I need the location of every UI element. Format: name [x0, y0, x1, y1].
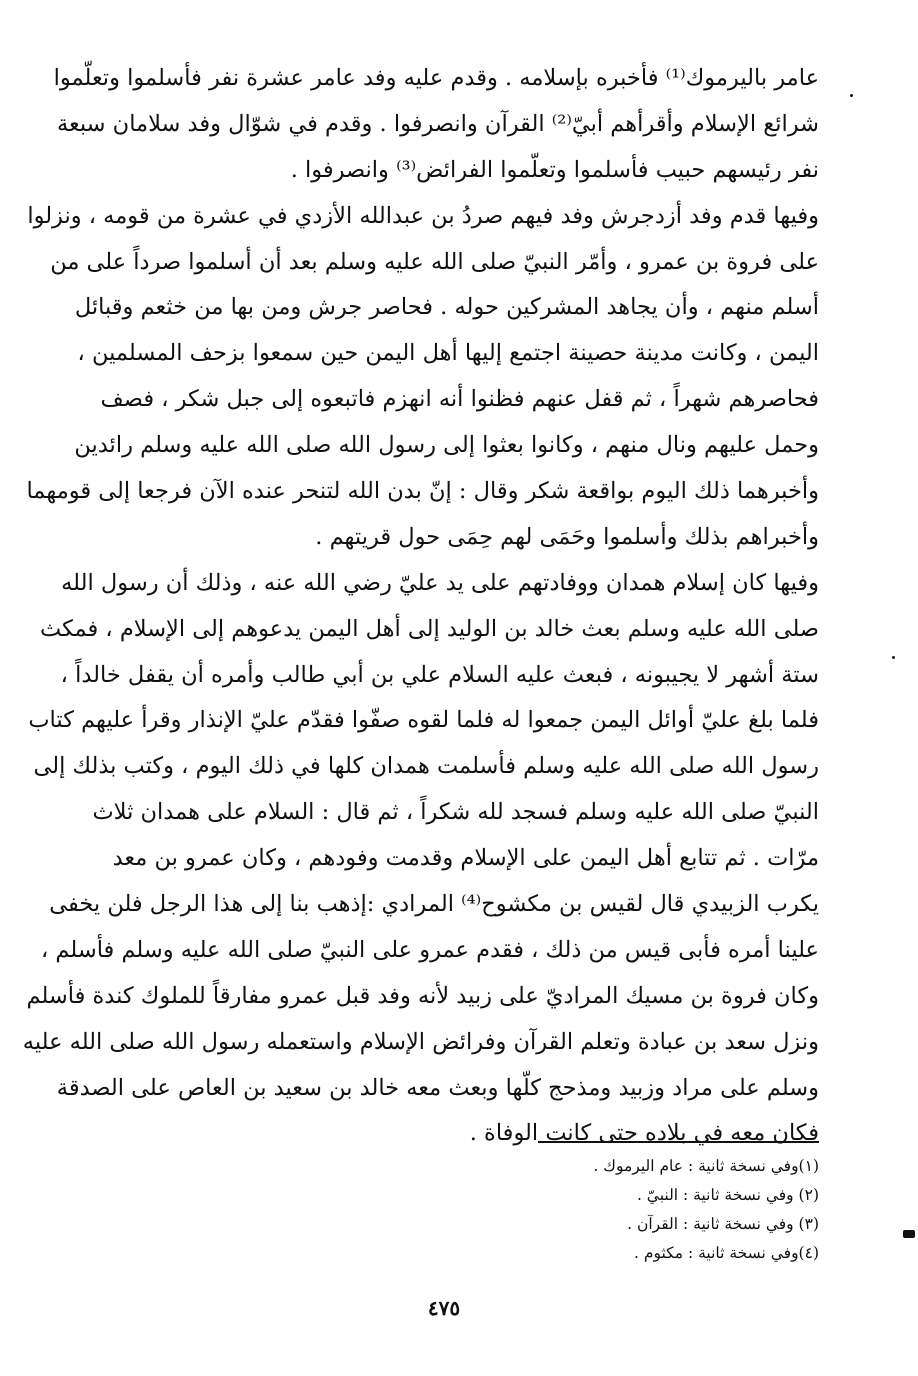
- text-line: ونزل سعد بن عبادة وتعلم القرآن وفرائض الإسلام واستعمله رسول الله صلى الله عليه: [22, 1028, 819, 1055]
- text-line: وأخبراهم بذلك وأسلموا وحَمَى لهم حِمَى حول قريتهم .: [315, 523, 819, 550]
- text-line: أسلم منهم ، وأن يجاهد المشركين حوله . فحاصر جرش ومن بها من خثعم وقبائل: [74, 294, 819, 321]
- text-line: وأخبرهما ذلك اليوم بواقعة شكر وقال : إنّ بدن الله لتنحر عنده الآن فرجعا إلى قومهما: [26, 478, 819, 505]
- text-line: وسلم على مراد وزبيد ومذحج كلّها وبعث معه خالد بن سعيد بن العاص على الصدقة: [56, 1074, 819, 1101]
- footnote-divider: [538, 1141, 819, 1143]
- text-line: وكان فروة بن مسيك المراديّ على زبيد لأنه وفد قبل عمرو مفارقاً للملوك كندة فأسلم: [26, 982, 819, 1009]
- text-line: وحمل عليهم ونال منهم ، وكانوا بعثوا إلى رسول الله صلى الله عليه وسلم رائدين: [74, 432, 819, 459]
- text-line: وفيها كان إسلام همدان ووفادتهم على يد عليّ رضي الله عنه ، وذلك أن رسول الله: [61, 569, 819, 596]
- ink-speck: [892, 656, 895, 659]
- ink-speck: [903, 1230, 915, 1238]
- footnote: (٢) وفي نسخة ثانية : النبيّ .: [636, 1186, 819, 1204]
- text-line: فلما بلغ عليّ أوائل اليمن جمعوا له فلما لقوه صفّوا فقدّم عليّ الإنذار وقرأ عليهم كتاب: [28, 707, 819, 734]
- text-line: رسول الله صلى الله عليه وسلم فأسلمت همدان كلها في ذلك اليوم ، وكتب بذلك إلى: [33, 753, 819, 780]
- text-line: فحاصرهم شهراً ، ثم قفل عنهم فظنوا أنه انهزم فاتبعوه إلى جبل شكر ، فصف: [100, 386, 819, 413]
- page-number: ٤٧٥: [427, 1296, 461, 1320]
- text-line: شرائع الإسلام وأقرأهم أبيّ⁽²⁾ القرآن وانصرفوا . وقدم في شوّال وفد سلامان سبعة: [56, 110, 819, 137]
- main-text-block: [22, 56, 819, 1157]
- text-line: صلى الله عليه وسلم بعث خالد بن الوليد إلى أهل اليمن يدعوهم إلى الإسلام ، فمكث: [40, 615, 819, 642]
- footnote: (٣) وفي نسخة ثانية : القرآن .: [627, 1215, 819, 1233]
- text-line: وفيها قدم وفد أزدجرش وفد فيهم صردُ بن عبدالله الأزدي في عشرة من قومه ، ونزلوا: [27, 202, 819, 229]
- text-line: مرّات . ثم تتابع أهل اليمن على الإسلام وقدمت وفودهم ، وكان عمرو بن معد: [112, 845, 819, 872]
- footnotes-block: [500, 1152, 819, 1268]
- text-line: عامر باليرموك⁽¹⁾ فأخبره بإسلامه . وقدم عليه وفد عامر عشرة نفر فأسلموا وتعلّموا: [53, 65, 819, 91]
- text-line: يكرب الزبيدي قال لقيس بن مكشوح⁽⁴⁾ المرادي :إذهب بنا إلى هذا الرجل فلن يخفى: [49, 891, 819, 918]
- footnote: (٤)وفي نسخة ثانية : مكثوم .: [634, 1244, 819, 1262]
- text-line: فكان معه في بلاده حتى كانت الوفاة .: [469, 1120, 819, 1147]
- text-line: على فروة بن عمرو ، وأمّر النبيّ صلى الله عليه وسلم بعد أن أسلموا صرداً على من: [50, 248, 819, 275]
- text-line: اليمن ، وكانت مدينة حصينة اجتمع إليها أهل اليمن حين سمعوا بزحف المسلمين ،: [77, 340, 819, 367]
- ink-speck: [850, 94, 853, 97]
- text-line: نفر رئيسهم حبيب فأسلموا وتعلّموا الفرائض⁽³⁾ وانصرفوا .: [290, 156, 819, 183]
- text-line: علينا أمره فأبى قيس من ذلك ، فقدم عمرو على النبيّ صلى الله عليه وسلم فأسلم ،: [41, 936, 819, 963]
- text-line: ستة أشهر لا يجيبونه ، فبعث عليه السلام علي بن أبي طالب وأمره أن يقفل خالداً ،: [60, 661, 819, 688]
- text-line: النبيّ صلى الله عليه وسلم فسجد لله شكراً ، ثم قال : السلام على همدان ثلاث: [92, 799, 819, 826]
- footnote: (١)وفي نسخة ثانية : عام اليرموك .: [593, 1157, 819, 1175]
